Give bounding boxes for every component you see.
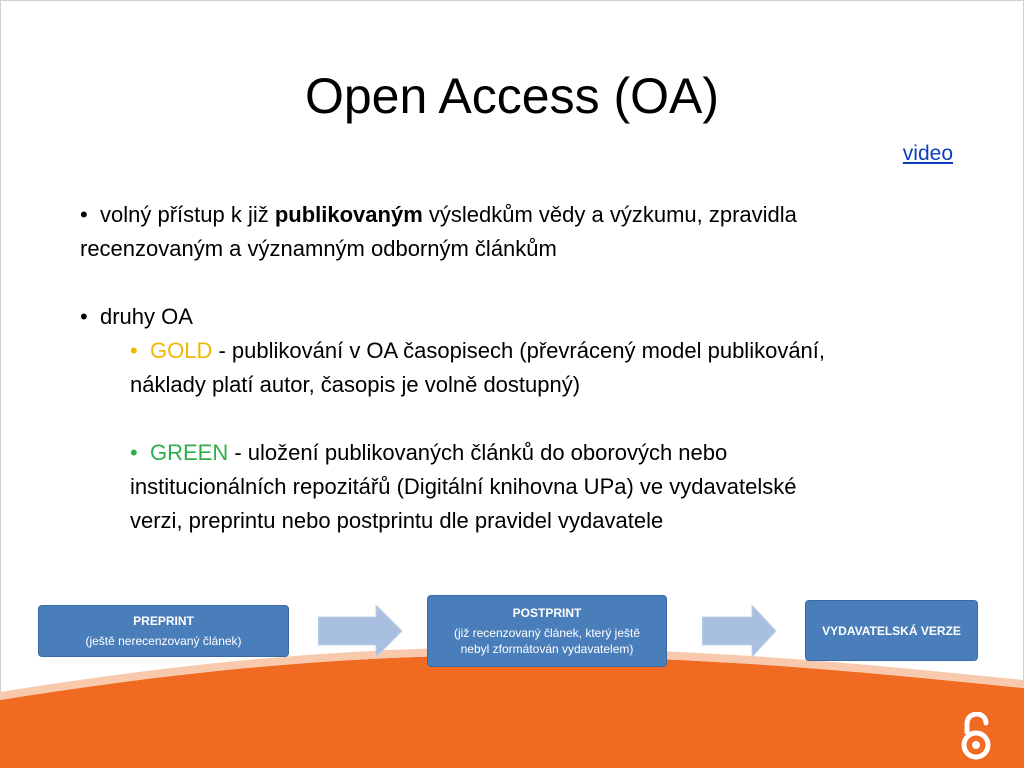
bullet1-line2: recenzovaným a významným odborným článkům [80,236,557,261]
arrow-right-icon [702,605,776,657]
bullet-dot-gold: • [130,338,138,363]
bullet-open-access-definition: • volný přístup k již publikovaným výsledkům vědy a výzkumu, zpravidla recenzovaným a významným odborným článkům [80,198,960,266]
bold-publikovanym: publikovaným [274,202,423,227]
slide-content [80,198,960,538]
open-access-lock-icon [958,712,994,760]
video-link[interactable]: video [902,142,953,165]
green-label: GREEN [150,440,229,465]
bullet-druhy-oa: • druhy OA [80,300,960,334]
postprint-box: POSTPRINT (již recenzovaný článek, který ještě nebyl zformátován vydavatelem) [427,595,667,667]
arrow-right-icon [318,605,402,657]
vydavatelska-verze-box: VYDAVATELSKÁ VERZE [805,600,978,661]
bullet-dot-green: • [130,440,138,465]
bullet-dot: • [80,202,88,227]
sub-bullet-gold: • GOLD - publikování v OA časopisech (převrácený model publikování, náklady platí autor, časopis je volně dostupný) [130,334,960,402]
bullet-dot: • [80,304,88,329]
sub-bullet-green: • GREEN - uložení publikovaných článků do oborových nebo institucionálních repozitářů (Digitální knihovna UPa) ve vydavatelské verzi, preprintu nebo postprintu dle pravidel vydavatele [130,436,960,538]
preprint-box: PREPRINT (ještě nerecenzovaný článek) [38,605,289,657]
gold-label: GOLD [150,338,213,363]
slide-title: Open Access (OA) [304,68,720,124]
